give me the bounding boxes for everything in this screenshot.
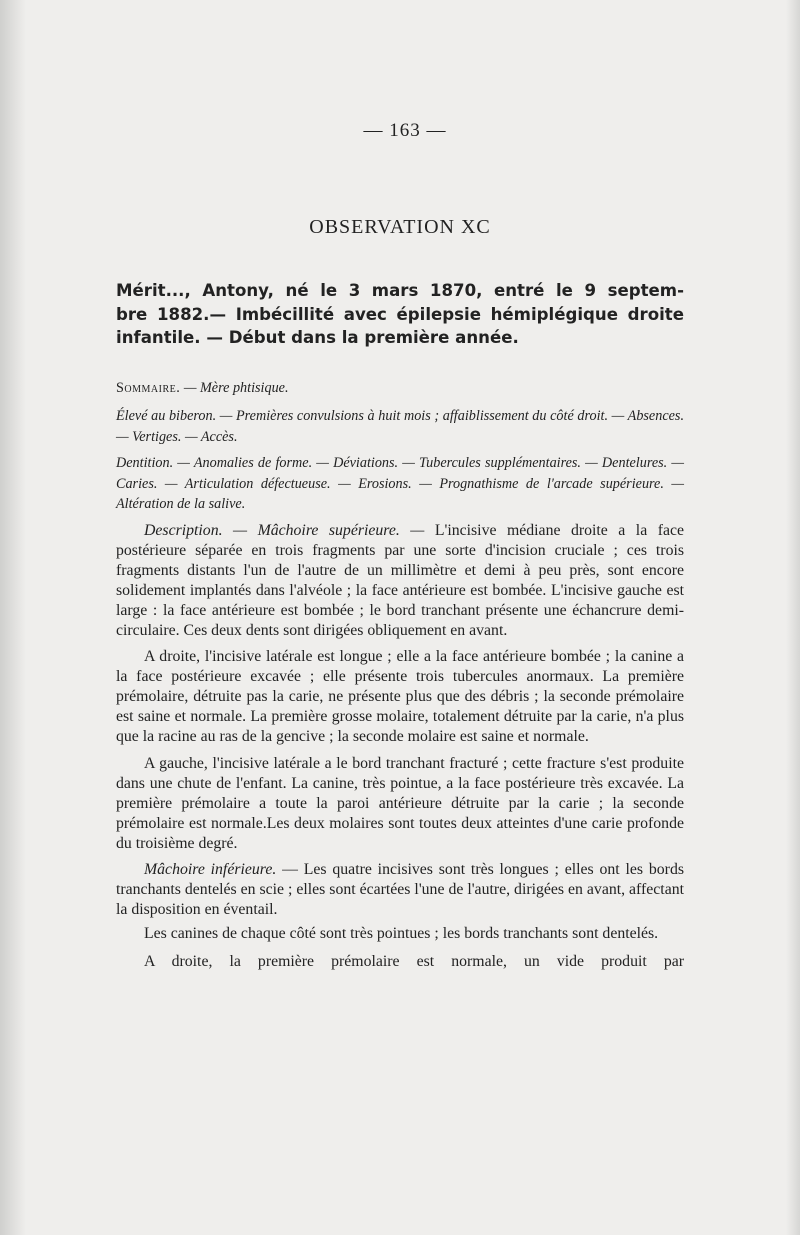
summary-eleve-text: Élevé au biberon. — Premières convulsions à huit mois ; affaiblissement du côté droit. — Absences. — Vertiges. — Accès.	[116, 408, 684, 445]
page-number: — 163 —	[363, 120, 447, 141]
title-line: bre 1882.— Imbécillité avec épilepsie hémiplégique droite	[116, 304, 684, 324]
page-content	[116, 120, 684, 978]
summary-dentition-text: Dentition. — Anomalies de forme. — Déviations. — Tubercules supplémentaires. — Dentelures. — Caries. — Articulation défectueuse. — Erosions. — Prognathisme de l'arcade supérieure. — Altération de la salive.	[116, 455, 684, 512]
title-line: Mérit..., Antony, né le 3 mars 1870, entré le 9 septem-	[116, 281, 684, 300]
sommaire-label: Sommaire.	[116, 379, 181, 396]
paragraph-machoire-inferieure	[116, 860, 684, 920]
description-label: Description. — Mâchoire supérieure. —	[144, 521, 425, 539]
paragraph-last: A droite, la première prémolaire est normale, un vide produit par	[144, 953, 684, 971]
page-edge-shadow-right	[786, 0, 800, 1235]
machoire-inferieure-text: — Les quatre incisives sont très longues ; elles ont les bords tranchants dentelés en scie ; elles sont écartées l'une de l'autre, dirigées en avant, affectant la disposition en éventail.	[116, 861, 684, 919]
observation-title	[116, 279, 684, 350]
machoire-inferieure-label: Mâchoire inférieure.	[144, 861, 277, 878]
description-paragraph	[116, 521, 684, 642]
paragraph-gauche: A gauche, l'incisive latérale a le bord tranchant fracturé ; cette fracture s'est produite dans une chute de l'enfant. La canine, très pointue, a la face postérieure très excavée. La première prémolaire a toute la paroi antérieure détruite par la carie ; la seconde prémolaire est normale.Les deux molaires sont toutes deux atteintes d'une carie profonde du troisième degré.	[116, 754, 684, 852]
paragraph-canines: Les canines de chaque côté sont très pointues ; les bords tranchants sont dentelés.	[144, 925, 659, 943]
observation-heading: OBSERVATION XC	[309, 216, 491, 238]
page-edge-shadow-left	[0, 0, 26, 1235]
paragraph-droite: A droite, l'incisive latérale est longue ; elle a la face antérieure bombée ; la canine a la face postérieure excavée ; elle présente trois tubercules anormaux. La première prémolaire, détruite pas la carie, ne présente plus que des débris ; la seconde prémolaire est saine et normale. La première grosse molaire, totalement détruite par la carie, n'a plus que la racine au ras de la gencive ; la seconde molaire est saine et normale.	[116, 648, 684, 746]
title-line: infantile. — Début dans la première année.	[116, 328, 519, 347]
summary-eleve	[116, 406, 684, 447]
sommaire-line	[116, 378, 684, 399]
sommaire-text: — Mère phtisique.	[180, 379, 289, 396]
summary-dentition	[116, 453, 684, 515]
description-text: L'incisive médiane droite a la face postérieure séparée en trois fragments par une sorte d'incision cruciale ; ces trois fragments distants l'un de l'autre de un millimètre et demi à peu près, sont encore solidement implantés dans l'alvéole ; la face antérieure est bombée. L'incisive gauche est large : la face antérieure est bombée ; le bord tranchant présente une échancrure demi-circulaire. Ces deux dents sont dirigées obliquement en avant.	[116, 521, 684, 639]
